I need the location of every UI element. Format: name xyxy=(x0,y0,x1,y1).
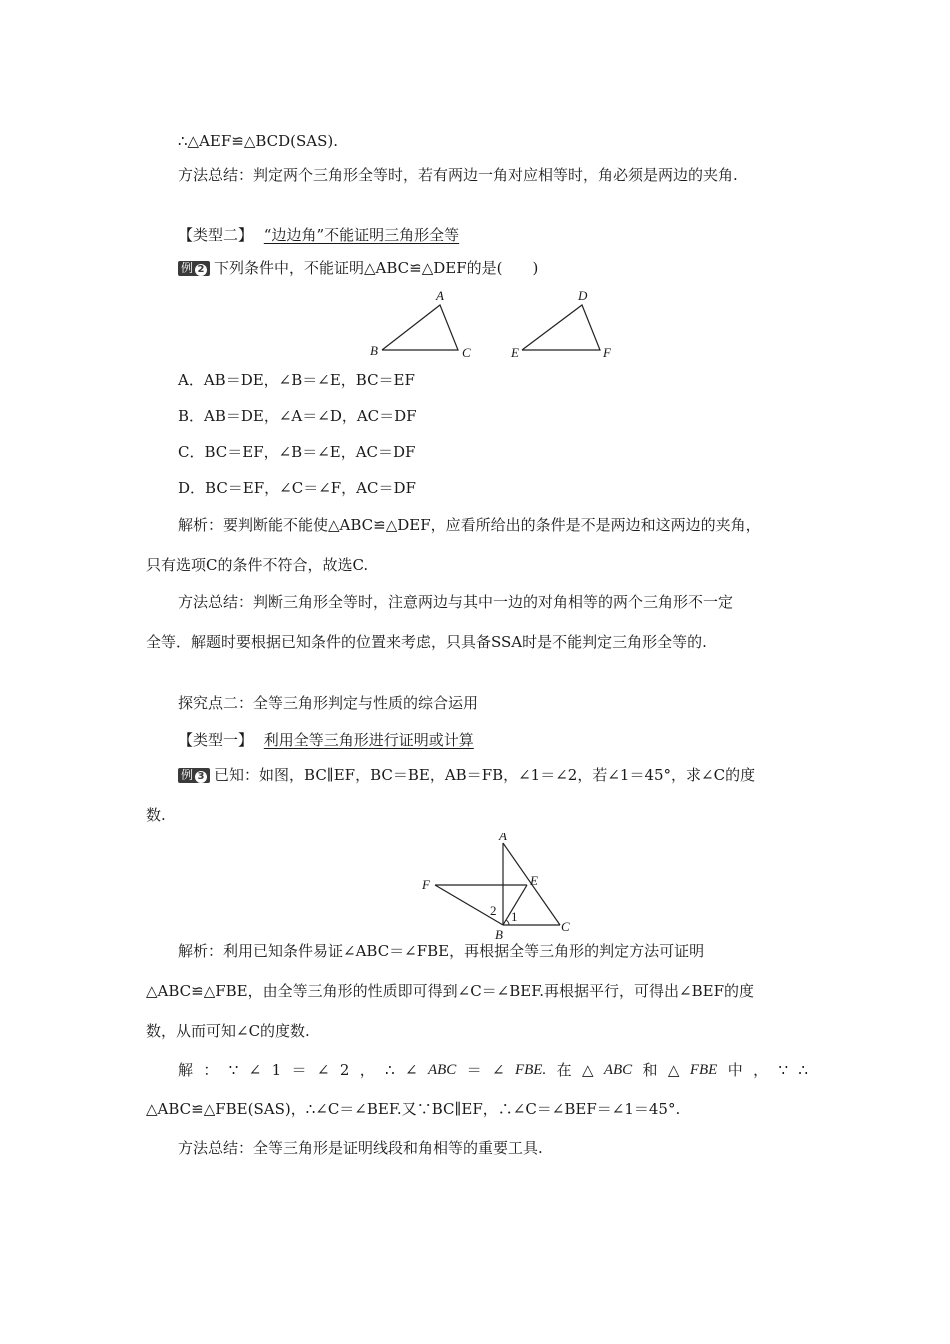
method-summary-3: 方法总结：全等三角形是证明线段和角相等的重要工具. xyxy=(178,1139,543,1157)
example3-figure xyxy=(415,833,575,943)
analysis3-line2: △ABC≌△FBE，由全等三角形的性质即可得到∠C＝∠BEF.再根据平行，可得出∠BEF的度 xyxy=(146,982,755,1000)
label-F: F xyxy=(603,345,611,360)
triangle-abc xyxy=(382,305,458,350)
option-c: C．BC＝EF，∠B＝∠E，AC＝DF xyxy=(178,443,416,461)
analysis3-line3: 数，从而可知∠C的度数. xyxy=(146,1022,310,1040)
analysis2-line1: 解析：要判断能不能使△ABC≌△DEF，应看所给出的条件是不是两边和这两边的夹角， xyxy=(178,516,761,534)
triangle-def xyxy=(522,305,600,350)
label-C: C xyxy=(462,345,471,360)
explore-point-2: 探究点二：全等三角形判定与性质的综合运用 xyxy=(178,694,479,712)
type2-label: 【类型二】 xyxy=(178,226,254,244)
example3-question-cont: 数. xyxy=(146,806,166,824)
method-summary-2b: 全等．解题时要根据已知条件的位置来考虑，只具备SSA时是不能判定三角形全等的. xyxy=(146,633,707,651)
option-a: A．AB＝DE，∠B＝∠E，BC＝EF xyxy=(178,371,415,389)
label-F: F xyxy=(422,877,430,892)
solution-line2: △ABC≌△FBE(SAS)，∴∠C＝∠BEF.又∵BC∥EF，∴∠C＝∠BEF＝∠1＝45°. xyxy=(146,1100,681,1118)
type1-header xyxy=(178,730,474,750)
example2-badge: 例 2 xyxy=(178,261,210,276)
type2-header xyxy=(178,225,459,245)
example3-question: 例 3 已知：如图，BC∥EF，BC＝BE，AB＝FB，∠1＝∠2，若∠1＝45°，求∠C的度 xyxy=(178,765,755,785)
example2-question: 例 2 下列条件中，不能证明△ABC≌△DEF的是( ) xyxy=(178,258,538,278)
option-b: B．AB＝DE，∠A＝∠D，AC＝DF xyxy=(178,407,417,425)
type1-label: 【类型一】 xyxy=(178,731,254,749)
label-C: C xyxy=(561,919,570,934)
example3-badge: 例 3 xyxy=(178,768,210,783)
label-angle-1: 1 xyxy=(511,909,518,924)
label-E: E xyxy=(511,345,519,360)
label-E: E xyxy=(530,873,538,888)
analysis2-line2: 只有选项C的条件不符合，故选C. xyxy=(146,556,369,574)
analysis3-line1: 解析：利用已知条件易证∠ABC＝∠FBE，再根据全等三角形的判定方法可证明 xyxy=(178,942,705,960)
label-D: D xyxy=(578,288,588,303)
method-summary-2a: 方法总结：判断三角形全等时，注意两边与其中一边的对角相等的两个三角形不一定 xyxy=(178,593,734,611)
solution-line1: 解 ： ∵ ∠ 1 ＝ ∠ 2 ， ∴ ∠ ABC ＝ ∠ FBE. 在 △ ABC 和 △ FBE 中 ， ∵ ∴ xyxy=(178,1061,808,1079)
option-d: D．BC＝EF，∠C＝∠F，AC＝DF xyxy=(178,479,416,497)
type1-title: 利用全等三角形进行证明或计算 xyxy=(263,731,474,749)
label-B: B xyxy=(370,343,378,358)
method-summary-1: 方法总结：判定两个三角形全等时，若有两边一角对应相等时，角必须是两边的夹角. xyxy=(178,166,738,184)
conclusion-line: ∴△AEF≌△BCD(SAS). xyxy=(178,132,339,150)
label-A: A xyxy=(436,288,444,303)
type2-title: “边边角”不能证明三角形全等 xyxy=(263,226,460,244)
angle-1-arc xyxy=(506,920,509,925)
label-B: B xyxy=(495,927,503,942)
label-A: A xyxy=(499,833,507,843)
example2-figure xyxy=(360,285,630,365)
label-angle-2: 2 xyxy=(490,903,497,918)
